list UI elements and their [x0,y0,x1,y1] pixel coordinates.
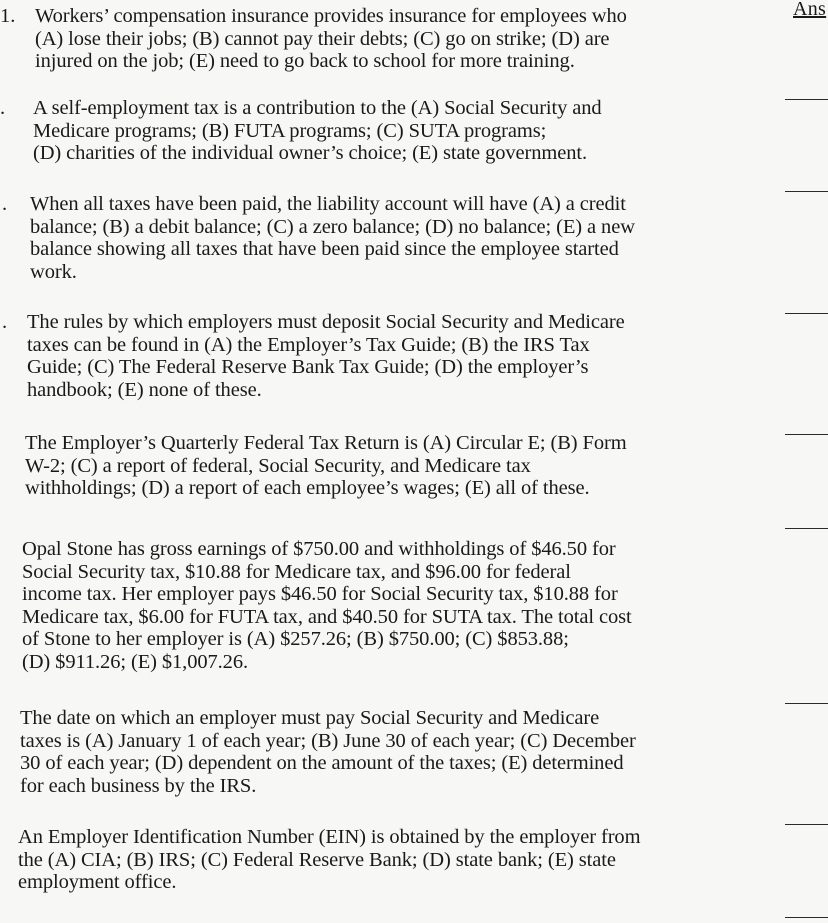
answer-blank-5[interactable] [785,528,828,529]
question-3-text: When all taxes have been paid, the liability account will have (A) a credit balance; (B) a debit balance; (C) a zero balance; (D) no balance; (E) a new balance showing all taxes that have been paid since the employee started work. [30,193,635,283]
question-number: . [2,311,8,333]
answer-blank-6[interactable] [785,703,828,704]
question-1-text: Workers’ compensation insurance provides insurance for employees who (A) lose their jobs; (B) cannot pay their debts; (C) go on strike; (D) are injured on the job; (E) need to go back to school for more training. [35,5,627,72]
answers-column-header: Ans [793,0,827,20]
answer-blank-1[interactable] [785,99,828,100]
question-number: . [2,193,8,215]
question-8-text: An Employer Identification Number (EIN) is obtained by the employer from the (A) CIA; (B) IRS; (C) Federal Reserve Bank; (D) state bank; (E) state employment office. [18,826,641,893]
answer-blank-7[interactable] [785,824,828,825]
question-4-text: The rules by which employers must deposit Social Security and Medicare taxes can be found in (A) the Employer’s Tax Guide; (B) the IRS Tax Guide; (C) The Federal Reserve Bank Tax Guide; (D) the employer’s handbook; (E) none of these. [27,311,625,401]
answer-blank-3[interactable] [785,313,828,314]
question-2-text: A self-employment tax is a contribution to the (A) Social Security and Medicare programs; (B) FUTA programs; (C) SUTA programs; (D) charities of the individual owner’s choice; (E) state government. [33,97,602,164]
answer-blank-2[interactable] [785,191,828,192]
answer-blank-8[interactable] [785,917,828,918]
question-number: . [0,97,6,119]
answer-blank-4[interactable] [785,434,828,435]
question-6-text: Opal Stone has gross earnings of $750.00 and withholdings of $46.50 for Social Security tax, $10.88 for Medicare tax, and $96.00 for federal income tax. Her employer pays $46.50 for Social Security tax, $10.88 for Medicare tax, $6.00 for FUTA tax, and $40.50 for SUTA tax. The total cost of Stone to her employer is (A) $257.26; (B) $750.00; (C) $853.88; (D) $911.26; (E) $1,007.26. [22,538,632,673]
question-7-text: The date on which an employer must pay Social Security and Medicare taxes is (A) January 1 of each year; (B) June 30 of each year; (C) December 30 of each year; (D) dependent on the amount of the taxes; (E) determined for each business by the IRS. [20,707,636,797]
question-5-text: The Employer’s Quarterly Federal Tax Return is (A) Circular E; (B) Form W-2; (C) a report of federal, Social Security, and Medicare tax withholdings; (D) a report of each employee’s wages; (E) all of these. [25,432,627,499]
question-number: 1. [0,5,16,27]
